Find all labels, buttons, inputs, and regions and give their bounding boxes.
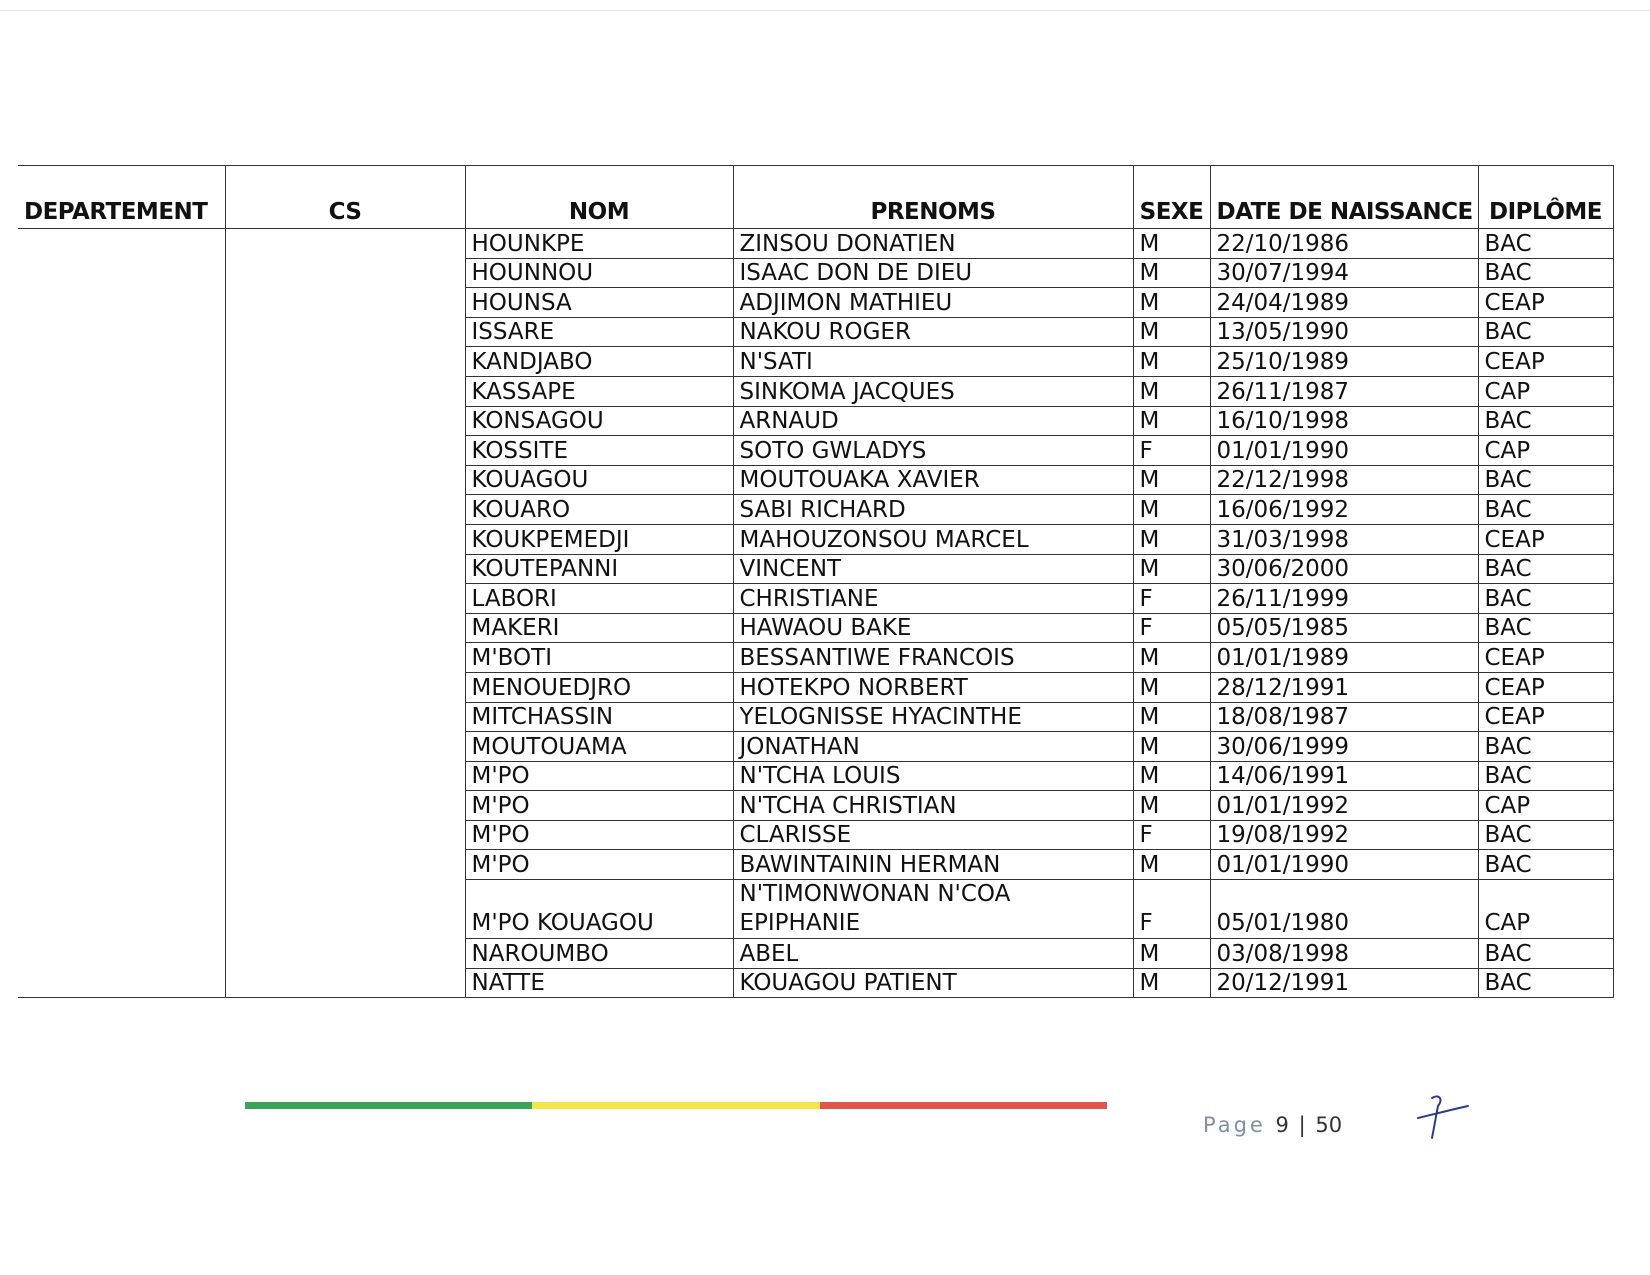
- header-cs: CS: [225, 166, 465, 229]
- cell-nom: MITCHASSIN: [465, 702, 733, 732]
- cell-nom: KOUARO: [465, 495, 733, 525]
- cell-date-naissance: 26/11/1999: [1210, 584, 1478, 614]
- cell-prenoms: ZINSOU DONATIEN: [733, 229, 1133, 259]
- cell-date-naissance: 03/08/1998: [1210, 939, 1478, 969]
- cell-nom: KONSAGOU: [465, 406, 733, 436]
- page-label: Page: [1203, 1113, 1266, 1137]
- cell-nom: KOSSITE: [465, 436, 733, 466]
- cell-date-naissance: 18/08/1987: [1210, 702, 1478, 732]
- cell-nom: KOUKPEMEDJI: [465, 524, 733, 554]
- cell-sexe: F: [1133, 613, 1210, 643]
- cell-nom: KASSAPE: [465, 376, 733, 406]
- cell-diplome: BAC: [1478, 732, 1613, 762]
- cell-diplome: BAC: [1478, 465, 1613, 495]
- cell-prenoms: N'TCHA CHRISTIAN: [733, 791, 1133, 821]
- header-nom: NOM: [465, 166, 733, 229]
- cell-diplome: BAC: [1478, 820, 1613, 850]
- cell-nom: ISSARE: [465, 317, 733, 347]
- cell-diplome: CEAP: [1478, 672, 1613, 702]
- cell-nom: NATTE: [465, 968, 733, 998]
- cell-date-naissance: 25/10/1989: [1210, 347, 1478, 377]
- cell-prenoms: ADJIMON MATHIEU: [733, 288, 1133, 318]
- cell-departement: [18, 229, 225, 998]
- cell-prenoms: CLARISSE: [733, 820, 1133, 850]
- header-prenoms: PRENOMS: [733, 166, 1133, 229]
- cell-nom: M'PO: [465, 791, 733, 821]
- cell-nom: KANDJABO: [465, 347, 733, 377]
- cell-prenoms: SOTO GWLADYS: [733, 436, 1133, 466]
- cell-date-naissance: 30/06/2000: [1210, 554, 1478, 584]
- cell-diplome: CEAP: [1478, 288, 1613, 318]
- cell-prenoms: NAKOU ROGER: [733, 317, 1133, 347]
- cell-diplome: CEAP: [1478, 643, 1613, 673]
- cell-date-naissance: 05/01/1980: [1210, 880, 1478, 939]
- cell-date-naissance: 20/12/1991: [1210, 968, 1478, 998]
- cell-sexe: M: [1133, 406, 1210, 436]
- cell-cs: [225, 229, 465, 998]
- table-row: [18, 229, 1613, 259]
- cell-diplome: BAC: [1478, 495, 1613, 525]
- cell-diplome: CEAP: [1478, 524, 1613, 554]
- page-number: [1203, 1113, 1342, 1137]
- cell-date-naissance: 22/10/1986: [1210, 229, 1478, 259]
- cell-sexe: M: [1133, 643, 1210, 673]
- header-diplome: DIPLÔME: [1478, 166, 1613, 229]
- cell-date-naissance: 30/06/1999: [1210, 732, 1478, 762]
- cell-prenoms: HOTEKPO NORBERT: [733, 672, 1133, 702]
- cell-sexe: M: [1133, 702, 1210, 732]
- cell-diplome: BAC: [1478, 613, 1613, 643]
- cell-sexe: M: [1133, 258, 1210, 288]
- cell-sexe: M: [1133, 968, 1210, 998]
- cell-diplome: CAP: [1478, 880, 1613, 939]
- footer-bar-green: [245, 1102, 532, 1109]
- cell-prenoms: HAWAOU BAKE: [733, 613, 1133, 643]
- cell-date-naissance: 19/08/1992: [1210, 820, 1478, 850]
- cell-sexe: M: [1133, 939, 1210, 969]
- cell-nom: NAROUMBO: [465, 939, 733, 969]
- cell-prenoms: ABEL: [733, 939, 1133, 969]
- cell-sexe: F: [1133, 820, 1210, 850]
- cell-date-naissance: 26/11/1987: [1210, 376, 1478, 406]
- cell-prenoms: SINKOMA JACQUES: [733, 376, 1133, 406]
- cell-date-naissance: 14/06/1991: [1210, 761, 1478, 791]
- cell-diplome: BAC: [1478, 229, 1613, 259]
- cell-date-naissance: 13/05/1990: [1210, 317, 1478, 347]
- cell-date-naissance: 16/06/1992: [1210, 495, 1478, 525]
- page-current: 9: [1275, 1113, 1289, 1137]
- cell-sexe: M: [1133, 288, 1210, 318]
- cell-sexe: M: [1133, 554, 1210, 584]
- cell-diplome: BAC: [1478, 939, 1613, 969]
- cell-prenoms: KOUAGOU PATIENT: [733, 968, 1133, 998]
- cell-diplome: CEAP: [1478, 347, 1613, 377]
- cell-diplome: BAC: [1478, 761, 1613, 791]
- cell-nom: KOUAGOU: [465, 465, 733, 495]
- cell-diplome: BAC: [1478, 258, 1613, 288]
- cell-nom: MOUTOUAMA: [465, 732, 733, 762]
- cell-sexe: M: [1133, 495, 1210, 525]
- cell-sexe: M: [1133, 465, 1210, 495]
- cell-nom: KOUTEPANNI: [465, 554, 733, 584]
- cell-sexe: F: [1133, 584, 1210, 614]
- roster-table-container: [18, 165, 1614, 998]
- header-date-naissance: DATE DE NAISSANCE: [1210, 166, 1478, 229]
- table-header-row: [18, 166, 1613, 229]
- cell-sexe: M: [1133, 761, 1210, 791]
- footer-color-bar: [245, 1102, 1107, 1109]
- cell-prenoms: N'TCHA LOUIS: [733, 761, 1133, 791]
- cell-prenoms: ISAAC DON DE DIEU: [733, 258, 1133, 288]
- cell-diplome: CAP: [1478, 791, 1613, 821]
- cell-diplome: CAP: [1478, 436, 1613, 466]
- cell-prenoms: MAHOUZONSOU MARCEL: [733, 524, 1133, 554]
- cell-date-naissance: 01/01/1990: [1210, 850, 1478, 880]
- cell-nom: M'PO: [465, 850, 733, 880]
- cell-date-naissance: 05/05/1985: [1210, 613, 1478, 643]
- cell-sexe: M: [1133, 317, 1210, 347]
- cell-sexe: M: [1133, 850, 1210, 880]
- cell-date-naissance: 01/01/1992: [1210, 791, 1478, 821]
- page-total: 50: [1315, 1113, 1343, 1137]
- cell-diplome: BAC: [1478, 584, 1613, 614]
- cell-prenoms: ARNAUD: [733, 406, 1133, 436]
- cell-sexe: M: [1133, 791, 1210, 821]
- cell-date-naissance: 24/04/1989: [1210, 288, 1478, 318]
- cell-prenoms: SABI RICHARD: [733, 495, 1133, 525]
- cell-prenoms: MOUTOUAKA XAVIER: [733, 465, 1133, 495]
- cell-nom: HOUNNOU: [465, 258, 733, 288]
- page-top-border: [0, 10, 1650, 11]
- cell-diplome: BAC: [1478, 317, 1613, 347]
- handwritten-initial-signature: [1410, 1088, 1470, 1143]
- header-departement: DEPARTEMENT: [18, 166, 225, 229]
- cell-prenoms: VINCENT: [733, 554, 1133, 584]
- cell-prenoms: CHRISTIANE: [733, 584, 1133, 614]
- cell-diplome: BAC: [1478, 554, 1613, 584]
- cell-nom: MENOUEDJRO: [465, 672, 733, 702]
- cell-date-naissance: 01/01/1990: [1210, 436, 1478, 466]
- cell-sexe: M: [1133, 524, 1210, 554]
- cell-prenoms: N'SATI: [733, 347, 1133, 377]
- cell-diplome: BAC: [1478, 406, 1613, 436]
- cell-prenoms: BESSANTIWE FRANCOIS: [733, 643, 1133, 673]
- cell-date-naissance: 01/01/1989: [1210, 643, 1478, 673]
- cell-date-naissance: 16/10/1998: [1210, 406, 1478, 436]
- cell-nom: HOUNKPE: [465, 229, 733, 259]
- roster-table: [18, 165, 1614, 998]
- cell-nom: M'PO KOUAGOU: [465, 880, 733, 939]
- cell-diplome: BAC: [1478, 850, 1613, 880]
- cell-sexe: M: [1133, 672, 1210, 702]
- cell-date-naissance: 22/12/1998: [1210, 465, 1478, 495]
- cell-diplome: BAC: [1478, 968, 1613, 998]
- cell-date-naissance: 28/12/1991: [1210, 672, 1478, 702]
- footer-bar-red: [820, 1102, 1107, 1109]
- cell-prenoms: JONATHAN: [733, 732, 1133, 762]
- table-body: [18, 229, 1613, 998]
- cell-sexe: M: [1133, 347, 1210, 377]
- footer-bar-yellow: [532, 1102, 819, 1109]
- cell-sexe: F: [1133, 880, 1210, 939]
- cell-prenoms: YELOGNISSE HYACINTHE: [733, 702, 1133, 732]
- cell-nom: HOUNSA: [465, 288, 733, 318]
- page-separator: |: [1298, 1113, 1306, 1137]
- cell-prenoms: BAWINTAININ HERMAN: [733, 850, 1133, 880]
- cell-sexe: M: [1133, 376, 1210, 406]
- cell-nom: M'PO: [465, 820, 733, 850]
- cell-prenoms: N'TIMONWONAN N'COA EPIPHANIE: [733, 880, 1133, 939]
- cell-nom: M'PO: [465, 761, 733, 791]
- cell-diplome: CEAP: [1478, 702, 1613, 732]
- cell-diplome: CAP: [1478, 376, 1613, 406]
- cell-date-naissance: 30/07/1994: [1210, 258, 1478, 288]
- cell-sexe: M: [1133, 229, 1210, 259]
- cell-sexe: M: [1133, 732, 1210, 762]
- cell-sexe: F: [1133, 436, 1210, 466]
- header-sexe: SEXE: [1133, 166, 1210, 229]
- cell-nom: LABORI: [465, 584, 733, 614]
- cell-nom: MAKERI: [465, 613, 733, 643]
- cell-nom: M'BOTI: [465, 643, 733, 673]
- cell-date-naissance: 31/03/1998: [1210, 524, 1478, 554]
